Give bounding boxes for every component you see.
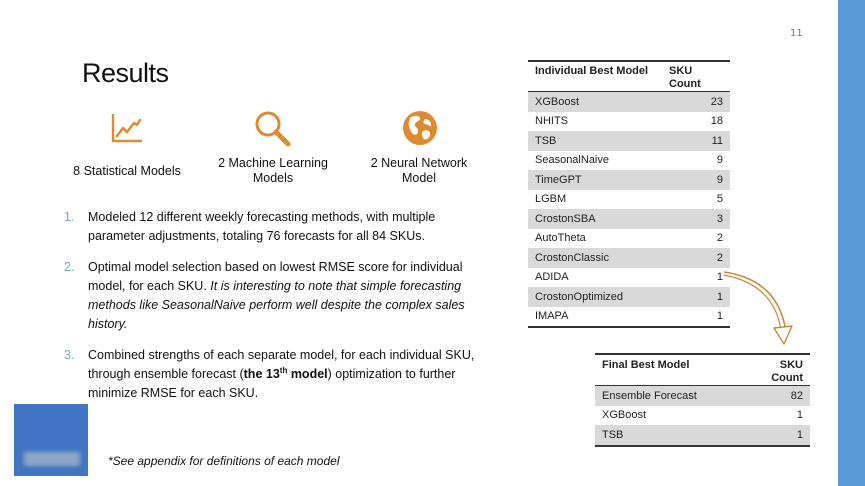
model-name-cell: XGBoost — [528, 92, 662, 112]
table-row — [595, 386, 810, 406]
bold-part: model — [287, 367, 328, 381]
model-name-cell: NHITS — [535, 115, 568, 128]
table-row — [528, 131, 730, 151]
header-model: Individual Best Model — [528, 61, 662, 92]
list-text-plain: ) optimization to further minimize RMSE for each SKU. — [88, 367, 456, 400]
slide-title: Results — [82, 58, 169, 88]
sku-count-cell: 2 — [716, 232, 723, 245]
header-count: SKU Count — [749, 354, 810, 386]
sku-count-cell: 3 — [662, 209, 730, 229]
table-row — [528, 268, 730, 288]
table-row — [528, 151, 730, 171]
table-header-row — [595, 354, 810, 386]
list-text-plain: Combined strengths of each separate model, for each individual SKU, through ensemble forecast ( — [88, 348, 475, 381]
trend-chart-icon — [110, 112, 144, 144]
table-row — [528, 170, 730, 190]
sku-count-cell: 1 — [796, 409, 803, 422]
model-name-cell: TSB — [595, 425, 749, 446]
sku-count-cell: 1 — [749, 425, 810, 446]
results-list — [64, 208, 484, 415]
curved-arrow-icon — [718, 268, 802, 348]
model-name-cell: CrostonSBA — [528, 209, 662, 229]
model-name-cell: CrostonClassic — [528, 248, 662, 268]
list-item — [64, 208, 484, 246]
magnifier-icon — [253, 109, 293, 149]
model-name-cell: TSB — [528, 131, 662, 151]
category-neural-network: 2 Neural Network Model — [370, 156, 468, 185]
model-name-cell: ADIDA — [535, 271, 569, 284]
table-row — [595, 425, 810, 446]
table-row — [528, 92, 730, 112]
sku-count-cell: 82 — [749, 386, 810, 406]
sku-count-cell: 9 — [716, 154, 723, 167]
table-header-row — [528, 61, 730, 92]
sku-count-cell: 1 — [716, 271, 723, 284]
model-name-cell: IMAPA — [535, 310, 569, 323]
table-row — [528, 190, 730, 210]
list-text — [88, 258, 484, 334]
header-model: Final Best Model — [595, 354, 749, 386]
model-name-cell: AutoTheta — [535, 232, 586, 245]
table-row — [528, 307, 730, 328]
model-name-cell: TimeGPT — [528, 170, 662, 190]
sku-count-cell: 2 — [662, 248, 730, 268]
individual-model-table — [528, 60, 730, 328]
list-text-bold — [244, 367, 328, 381]
sku-count-cell: 11 — [662, 131, 730, 151]
list-item — [64, 258, 484, 334]
list-number: 1. — [64, 210, 75, 224]
sku-count-cell: 1 — [716, 310, 723, 323]
model-name-cell: XGBoost — [602, 409, 647, 422]
list-text: Modeled 12 different weekly forecasting methods, with multiple parameter adjustments, totaling 76 forecasts for all 84 SKUs. — [88, 210, 436, 243]
model-name-cell: CrostonOptimized — [528, 287, 662, 307]
sku-count-cell: 9 — [662, 170, 730, 190]
table-row — [528, 248, 730, 268]
list-number: 2. — [64, 260, 75, 274]
list-number: 3. — [64, 348, 75, 362]
category-machine-learning: 2 Machine Learning Models — [218, 156, 328, 185]
list-text — [88, 346, 484, 403]
model-name-cell: SeasonalNaive — [535, 154, 609, 167]
right-sidebar-bar — [838, 0, 865, 486]
table-row — [528, 209, 730, 229]
globe-icon — [401, 109, 439, 147]
sku-count-cell: 1 — [662, 287, 730, 307]
footnote: *See appendix for definitions of each model — [108, 454, 340, 468]
model-name-cell: LGBM — [535, 193, 567, 206]
blurred-name — [24, 452, 80, 466]
table-row — [528, 287, 730, 307]
page-number: 11 — [790, 28, 803, 39]
bold-part: the 13 — [243, 367, 280, 381]
category-statistical: 8 Statistical Models — [73, 164, 181, 178]
list-item — [64, 346, 484, 403]
model-name-cell: Ensemble Forecast — [595, 386, 749, 406]
header-count: SKU Count — [662, 61, 730, 92]
sku-count-cell: 5 — [716, 193, 723, 206]
table-row — [528, 112, 730, 132]
sku-count-cell: 23 — [662, 92, 730, 112]
table-row — [595, 406, 810, 426]
table-row — [528, 229, 730, 249]
superscript: th — [279, 365, 288, 375]
list-text-italic: It is interesting to note that simple forecasting methods like SeasonalNaive perform well despite the complex sales history. — [88, 279, 465, 331]
sku-count-cell: 18 — [710, 115, 723, 128]
final-model-table — [595, 353, 810, 447]
presenter-thumbnail — [14, 404, 88, 476]
list-text-plain: Optimal model selection based on lowest RMSE score for individual model, for each SKU. — [88, 260, 463, 293]
